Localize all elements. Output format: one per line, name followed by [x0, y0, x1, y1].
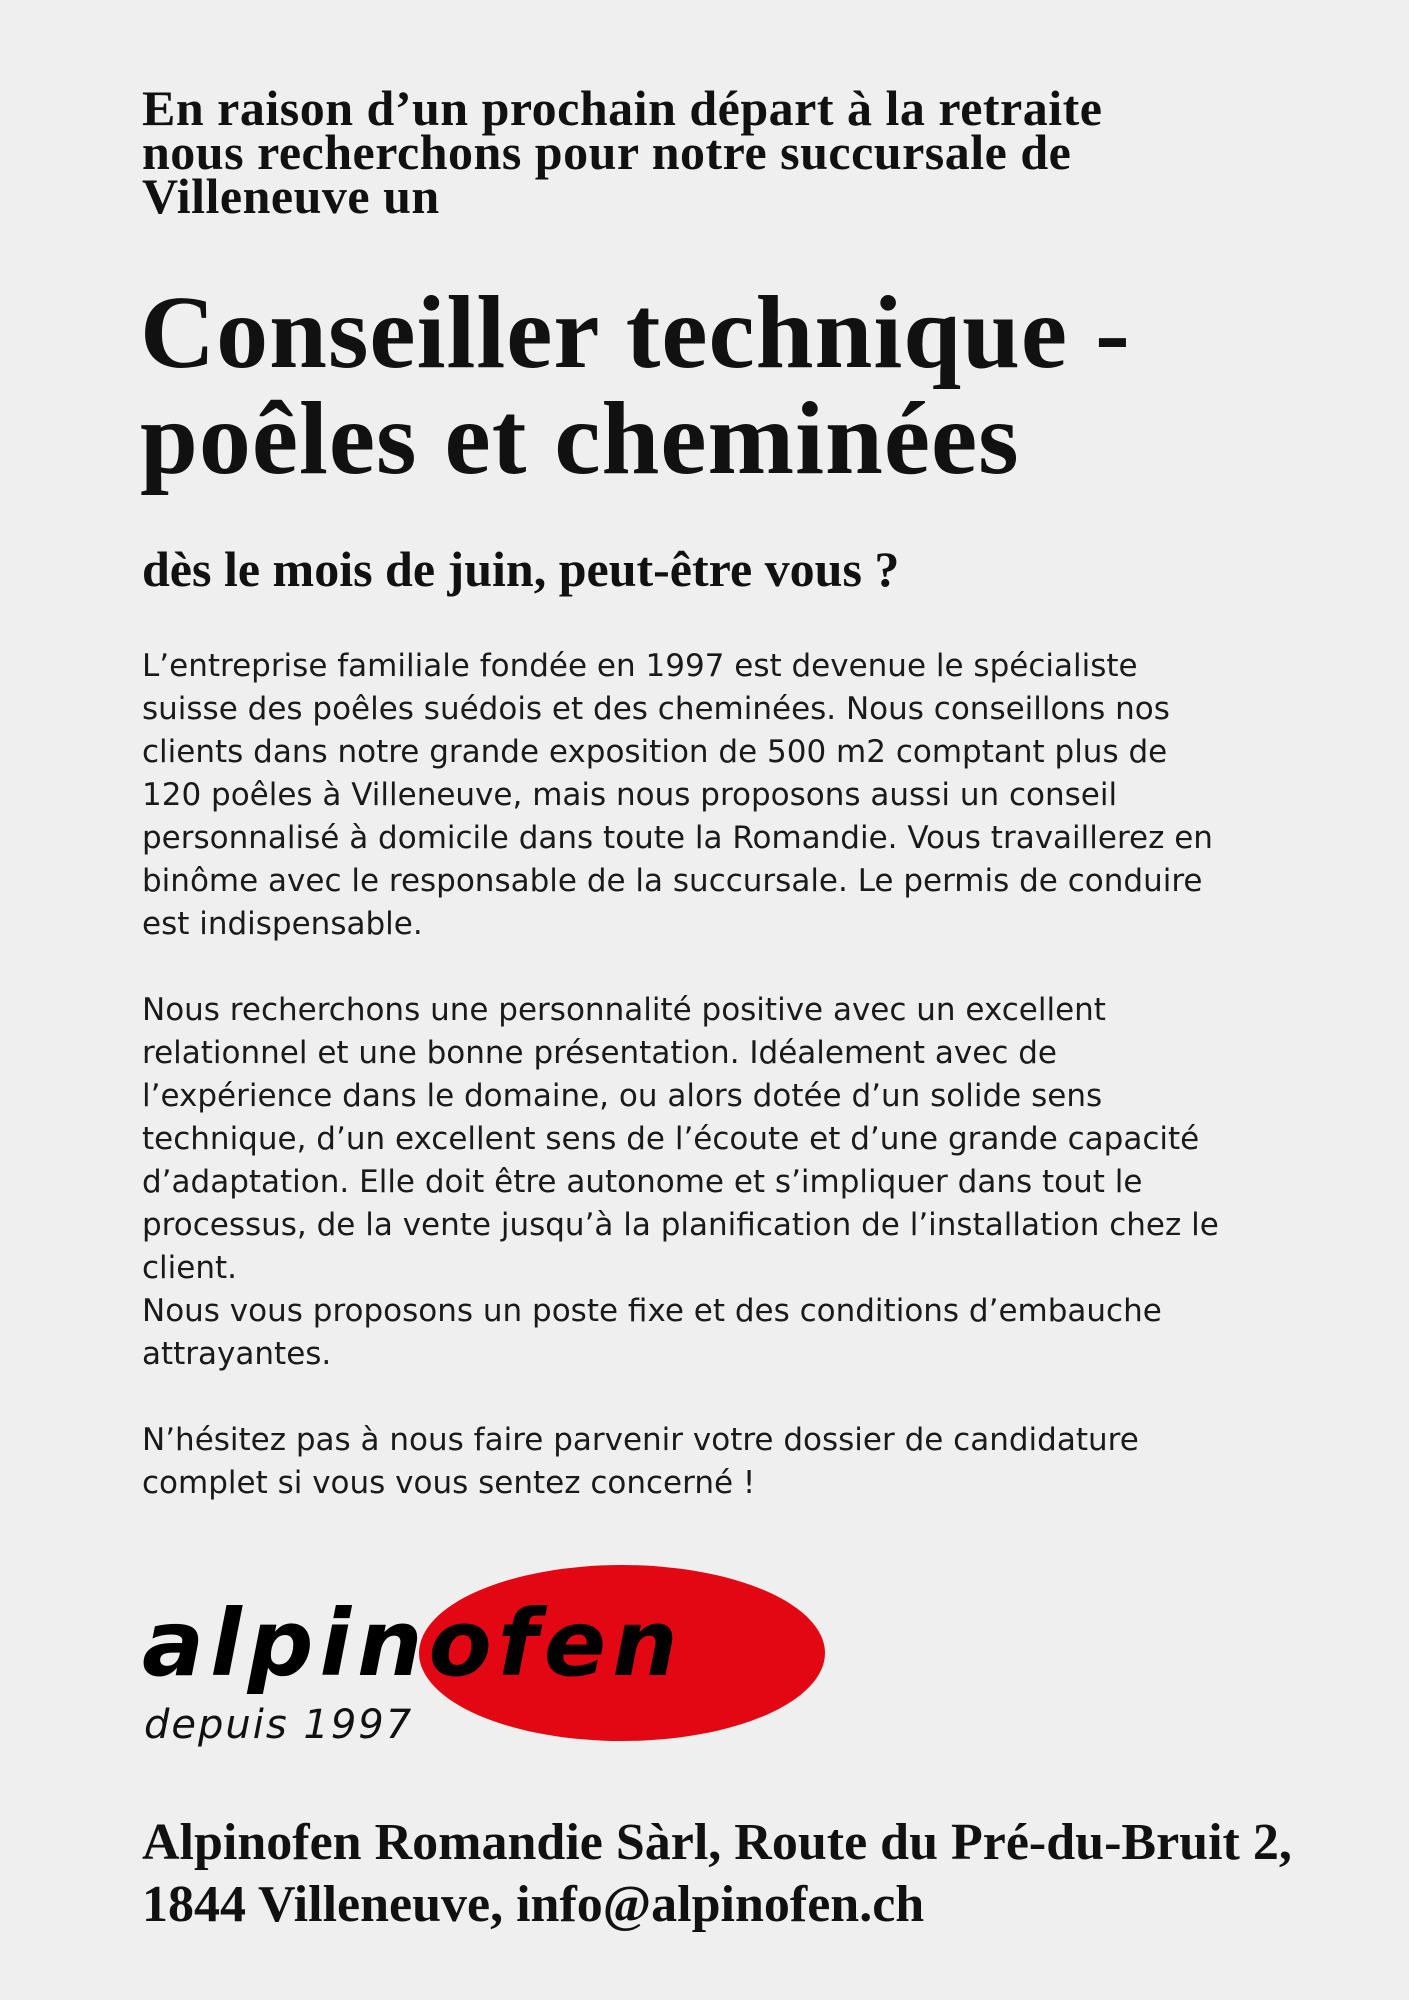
text-line: processus, de la vente jusqu’à la planification de l’installation chez le [142, 1207, 1219, 1243]
text-line: attrayantes. [142, 1336, 332, 1372]
logo-text-ofen: ofen [428, 1590, 684, 1697]
text-line: est indispensable. [142, 906, 423, 942]
text-line: Nous vous proposons un poste fixe et des conditions d’embauche [142, 1293, 1162, 1329]
text-line: personnalisé à domicile dans toute la Romandie. Vous travaillerez en [142, 820, 1213, 856]
paragraph-profile [142, 989, 1219, 1376]
job-title-line: Conseiller technique - [140, 275, 1131, 390]
text-line: client. [142, 1250, 237, 1286]
intro-line: nous recherchons pour notre succursale de [142, 124, 1072, 180]
job-description [142, 645, 1219, 1505]
job-title-line: poêles et cheminées [140, 381, 1020, 496]
subtitle: dès le mois de juin, peut-être vous ? [142, 541, 900, 597]
company-address [142, 1812, 1292, 1936]
address-line: Alpinofen Romandie Sàrl, Route du Pré-du-Bruit 2, [142, 1814, 1292, 1871]
paragraph-company [142, 645, 1219, 946]
text-line: 120 poêles à Villeneuve, mais nous proposons aussi un conseil [142, 777, 1118, 813]
intro-line: En raison d’un prochain départ à la retraite [142, 80, 1103, 136]
text-line: L’entreprise familiale fondée en 1997 est devenue le spécialiste [142, 648, 1138, 684]
logo-tagline: depuis 1997 [144, 1702, 414, 1748]
text-line: d’adaptation. Elle doit être autonome et s’impliquer dans tout le [142, 1164, 1143, 1200]
text-line: relationnel et une bonne présentation. Idéalement avec de [142, 1035, 1057, 1071]
paragraph-apply [142, 1419, 1219, 1505]
text-line: binôme avec le responsable de la succursale. Le permis de conduire [142, 863, 1203, 899]
text-line: l’expérience dans le domaine, ou alors dotée d’un solide sens [142, 1078, 1103, 1114]
text-line: technique, d’un excellent sens de l’écoute et d’une grande capacité [142, 1121, 1200, 1157]
intro-heading [142, 80, 1103, 224]
text-line: clients dans notre grande exposition de 500 m2 comptant plus de [142, 734, 1168, 770]
address-line: 1844 Villeneuve, info@alpinofen.ch [142, 1876, 925, 1933]
svg-text:alpinofen [142, 1590, 684, 1697]
text-line: suisse des poêles suédois et des cheminées. Nous conseillons nos [142, 691, 1170, 727]
text-line: N’hésitez pas à nous faire parvenir votre dossier de candidature [142, 1422, 1139, 1458]
text-line: complet si vous vous sentez concerné ! [142, 1465, 756, 1501]
job-title [140, 275, 1131, 496]
text-line: Nous recherchons une personnalité positive avec un excellent [142, 992, 1106, 1028]
logo-text-alpin: alpin [142, 1590, 429, 1697]
alpinofen-logo [140, 1560, 840, 1760]
intro-line: Villeneuve un [142, 168, 440, 224]
